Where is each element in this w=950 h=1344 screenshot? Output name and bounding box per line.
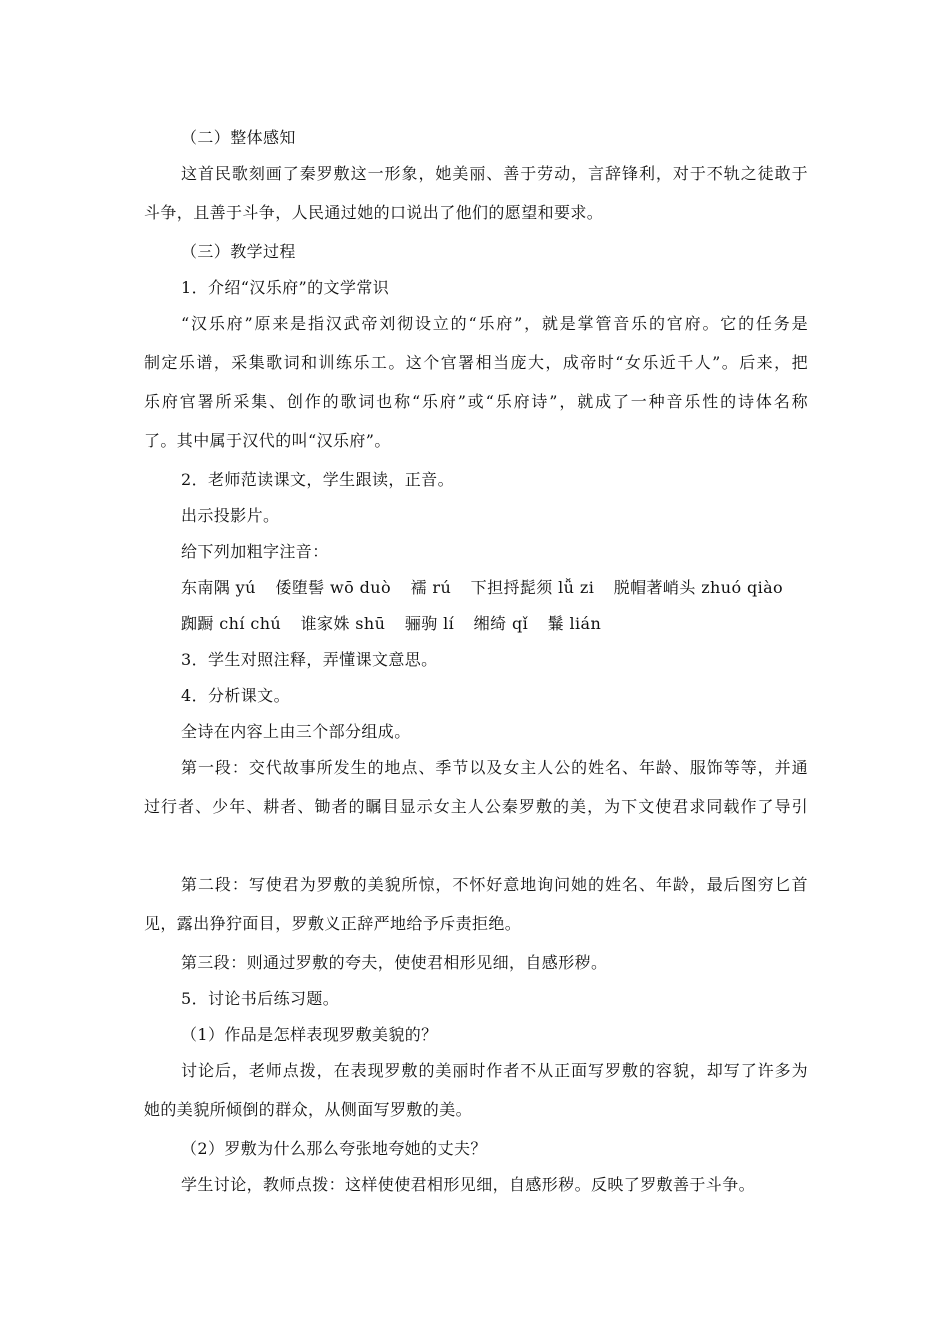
paragraph-line: 第二段：写使君为罗敷的美貌所惊，不怀好意地询问她的姓名、年龄，最后图穷匕首 [181,875,808,894]
paragraph-line: 了。其中属于汉代的叫“汉乐府”。 [144,431,391,450]
list-item: 1．介绍“汉乐府”的文学常识 [181,278,390,297]
phonetic-entry: 倭堕髻 wō duò [275,578,392,597]
paragraph-line: 给下列加粗字注音： [181,542,329,561]
paragraph-line: “汉乐府”原来是指汉武帝刘彻设立的“乐府”，就是掌管音乐的官府。它的任务是 [181,314,808,333]
phonetic-row [181,614,615,634]
phonetic-entry: 下担捋髭须 lǚ zi [470,578,595,597]
phonetic-entry: 脱帽著峭头 zhuó qiào [613,578,784,597]
paragraph-line: 出示投影片。 [181,506,280,525]
phonetic-entry: 襦 rú [410,578,452,597]
phonetic-entry: 鬑 lián [547,614,602,633]
list-item: 3．学生对照注释，弄懂课文意思。 [181,650,438,669]
paragraph-line: 第三段：则通过罗敷的夸夫，使使君相形见细，自感形秽。 [181,953,608,972]
phonetic-entry: 东南隅 yú [181,578,256,597]
list-item: 5．讨论书后练习题。 [181,989,340,1008]
paragraph-line: 见，露出狰狞面目，罗敷义正辞严地给予斥责拒绝。 [144,914,522,933]
section-heading-teaching-process: （三）教学过程 [181,242,296,261]
paragraph-line: 她的美貌所倾倒的群众，从侧面写罗敷的美。 [144,1100,473,1119]
list-item: 2．老师范读课文，学生跟读，正音。 [181,470,454,489]
paragraph-line: 制定乐谱，采集歌词和训练乐工。这个官署相当庞大，成帝时“女乐近千人”。后来，把 [144,353,808,372]
phonetic-entry: 骊驹 lí [404,614,455,633]
question: （2）罗敷为什么那么夸张地夸她的丈夫？ [181,1139,487,1158]
phonetic-row [181,578,797,598]
phonetic-entry: 谁家姝 shū [300,614,386,633]
paragraph-line: 第一段：交代故事所发生的地点、季节以及女主人公的姓名、年龄、服饰等等，并通 [181,758,808,777]
paragraph-line: 讨论后，老师点拨，在表现罗敷的美丽时作者不从正面写罗敷的容貌，却写了许多为 [181,1061,808,1080]
paragraph-line: 学生讨论，教师点拨：这样使使君相形见细，自感形秽。反映了罗敷善于斗争。 [181,1175,756,1194]
phonetic-entry: 缃绮 qǐ [473,614,529,633]
question: （1）作品是怎样表现罗敷美貌的？ [181,1025,438,1044]
list-item: 4．分析课文。 [181,686,290,705]
paragraph-line: 乐府官署所采集、创作的歌词也称“乐府”或“乐府诗”，就成了一种音乐性的诗体名称 [144,392,808,411]
paragraph-line: 这首民歌刻画了秦罗敷这一形象，她美丽、善于劳动，言辞锋利，对于不轨之徒敢于 [181,164,808,183]
paragraph-line: 斗争，且善于斗争，人民通过她的口说出了他们的愿望和要求。 [144,203,604,222]
paragraph-line: 过行者、少年、耕者、锄者的瞩目显示女主人公秦罗敷的美，为下文使君求同载作了导引 [144,797,808,816]
phonetic-entry: 踟蹰 chí chú [181,614,282,633]
paragraph-line: 全诗在内容上由三个部分组成。 [181,722,411,741]
section-heading-overall-perception: （二）整体感知 [181,128,296,147]
